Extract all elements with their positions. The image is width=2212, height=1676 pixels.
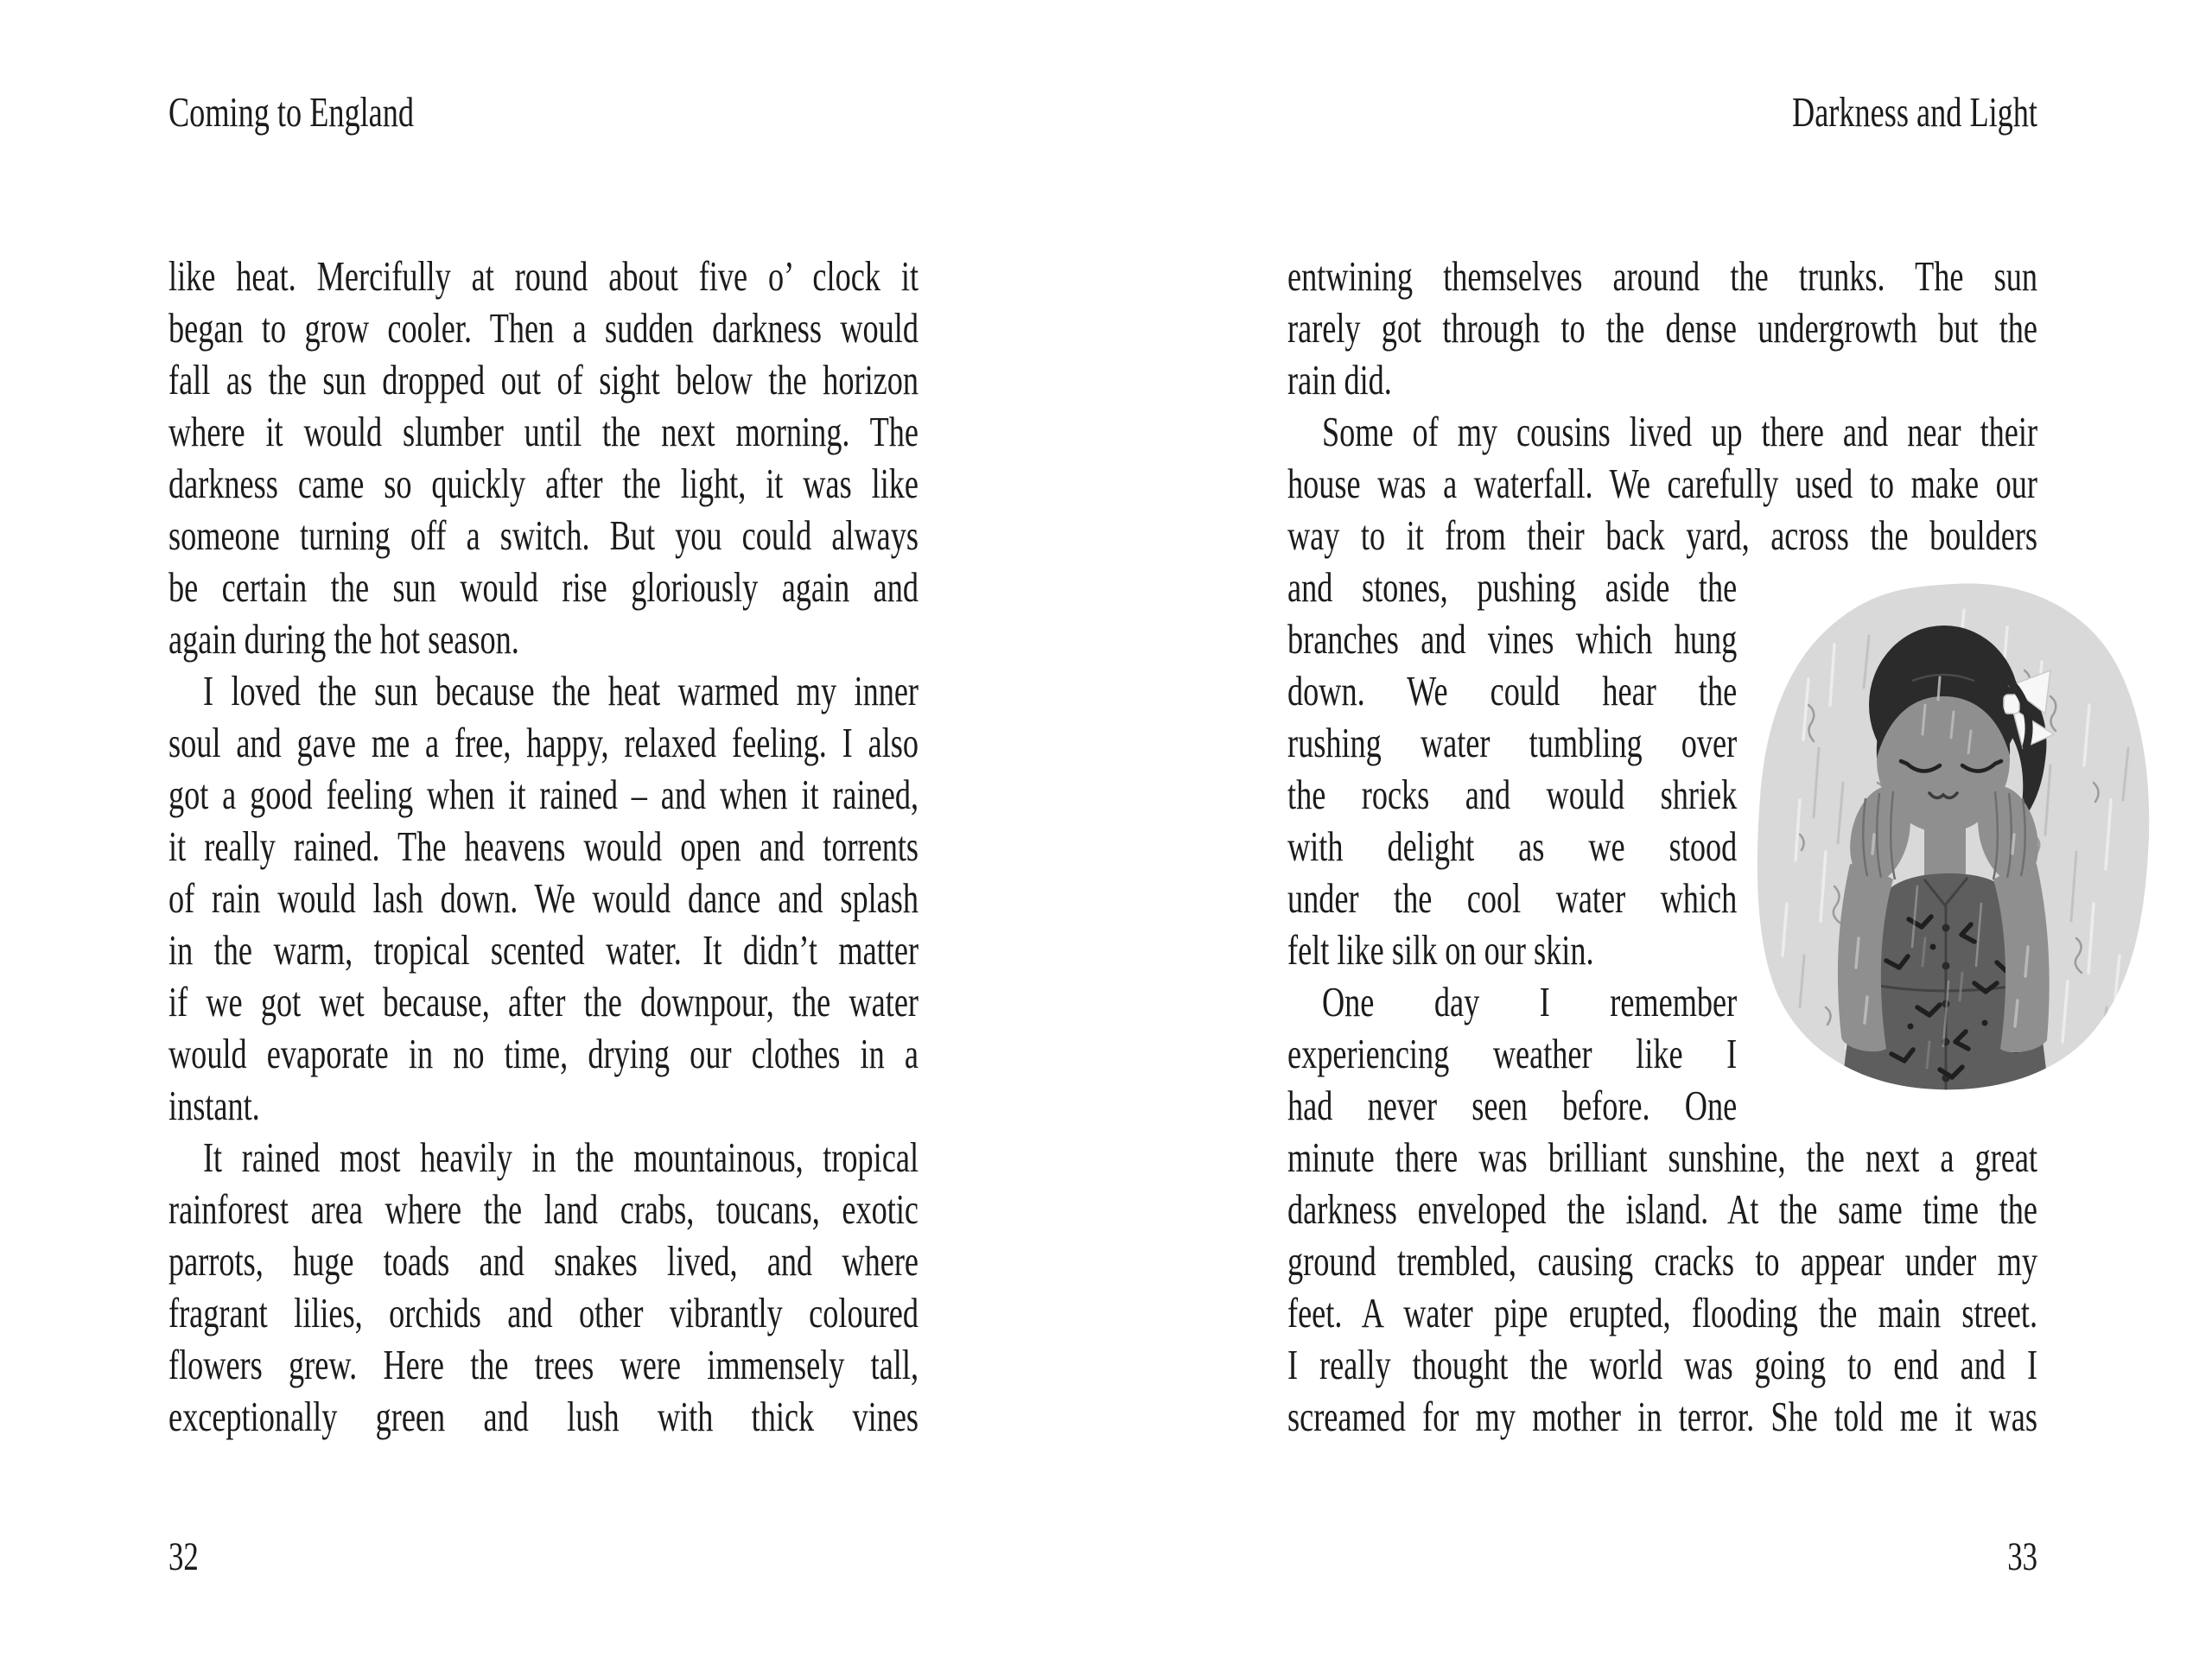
text-line: fragrant lilies, orchids and other vibrantly coloured <box>168 1289 919 1336</box>
running-header-left: Coming to England <box>168 88 415 136</box>
text-line: experiencing weather like I <box>1287 1030 1738 1077</box>
text-line: had never seen before. One <box>1287 1082 1738 1129</box>
text-line: instant. <box>168 1082 260 1129</box>
page-number-left: 32 <box>168 1534 199 1579</box>
text-line: fall as the sun dropped out of sight below the horizon <box>168 356 919 403</box>
rain-girl-illustration <box>1748 575 2164 1094</box>
text-line: rainforest area where the land crabs, toucans, exotic <box>168 1185 919 1233</box>
text-line: began to grow cooler. Then a sudden darkness would <box>168 304 919 352</box>
text-line: feet. A water pipe erupted, flooding the main street. <box>1287 1289 2038 1336</box>
text-line: One day I remember <box>1321 978 1738 1025</box>
text-line: of rain would lash down. We would dance and splash <box>168 874 919 922</box>
text-line: again during the hot season. <box>168 615 519 663</box>
page-body-left <box>168 251 1182 1443</box>
text-line: exceptionally green and lush with thick vines <box>168 1393 919 1440</box>
text-line: soul and gave me a free, happy, relaxed feeling. I also <box>168 719 919 766</box>
text-line: entwining themselves around the trunks. The sun <box>1287 252 2038 300</box>
text-line: It rained most heavily in the mountainous, tropical <box>202 1133 919 1181</box>
text-line: someone turning off a switch. But you could always <box>168 511 919 559</box>
text-line: rushing water tumbling over <box>1287 719 1738 766</box>
text-line: got a good feeling when it rained – and when it rained, <box>168 771 919 818</box>
text-line: be certain the sun would rise gloriously again and <box>168 563 919 611</box>
text-line: rarely got through to the dense undergrowth but the <box>1287 304 2038 352</box>
text-line: darkness enveloped the island. At the same time the <box>1287 1185 2038 1233</box>
text-line: I really thought the world was going to end and I <box>1287 1341 2038 1388</box>
text-line: rain did. <box>1287 356 1392 403</box>
text-line: under the cool water which <box>1287 874 1738 922</box>
text-line: like heat. Mercifully at round about five o’ clock it <box>168 252 919 300</box>
text-line: in the warm, tropical scented water. It didn’t matter <box>168 926 919 974</box>
text-line: screamed for my mother in terror. She told me it was <box>1287 1393 2038 1440</box>
text-line: Some of my cousins lived up there and near their <box>1321 408 2038 455</box>
text-line: down. We could hear the <box>1287 667 1738 714</box>
text-line: it really rained. The heavens would open and torrents <box>168 822 919 870</box>
text-line: house was a waterfall. We carefully used to make our <box>1287 460 2038 507</box>
text-line: and stones, pushing aside the <box>1287 563 1738 611</box>
page-right <box>1287 0 2037 1676</box>
text-line: way to it from their back yard, across the boulders <box>1287 511 2038 559</box>
text-line: flowers grew. Here the trees were immensely tall, <box>168 1341 919 1388</box>
text-line: if we got wet because, after the downpour, the water <box>168 978 919 1025</box>
text-line: branches and vines which hung <box>1287 615 1738 663</box>
text-line: where it would slumber until the next morning. The <box>168 408 919 455</box>
text-line: felt like silk on our skin. <box>1287 926 1594 974</box>
page-left <box>168 0 918 1676</box>
text-line: darkness came so quickly after the light, it was like <box>168 460 919 507</box>
text-line: with delight as we stood <box>1287 822 1738 870</box>
text-line: ground trembled, causing cracks to appear under my <box>1287 1237 2038 1285</box>
text-line: minute there was brilliant sunshine, the next a great <box>1287 1133 2038 1181</box>
text-line: parrots, huge toads and snakes lived, and where <box>168 1237 919 1285</box>
text-line: the rocks and would shriek <box>1287 771 1738 818</box>
running-header-right: Darkness and Light <box>1792 88 2037 136</box>
text-line: I loved the sun because the heat warmed my inner <box>202 667 919 714</box>
text-line: would evaporate in no time, drying our clothes in a <box>168 1030 919 1077</box>
page-number-right: 33 <box>2007 1534 2037 1579</box>
